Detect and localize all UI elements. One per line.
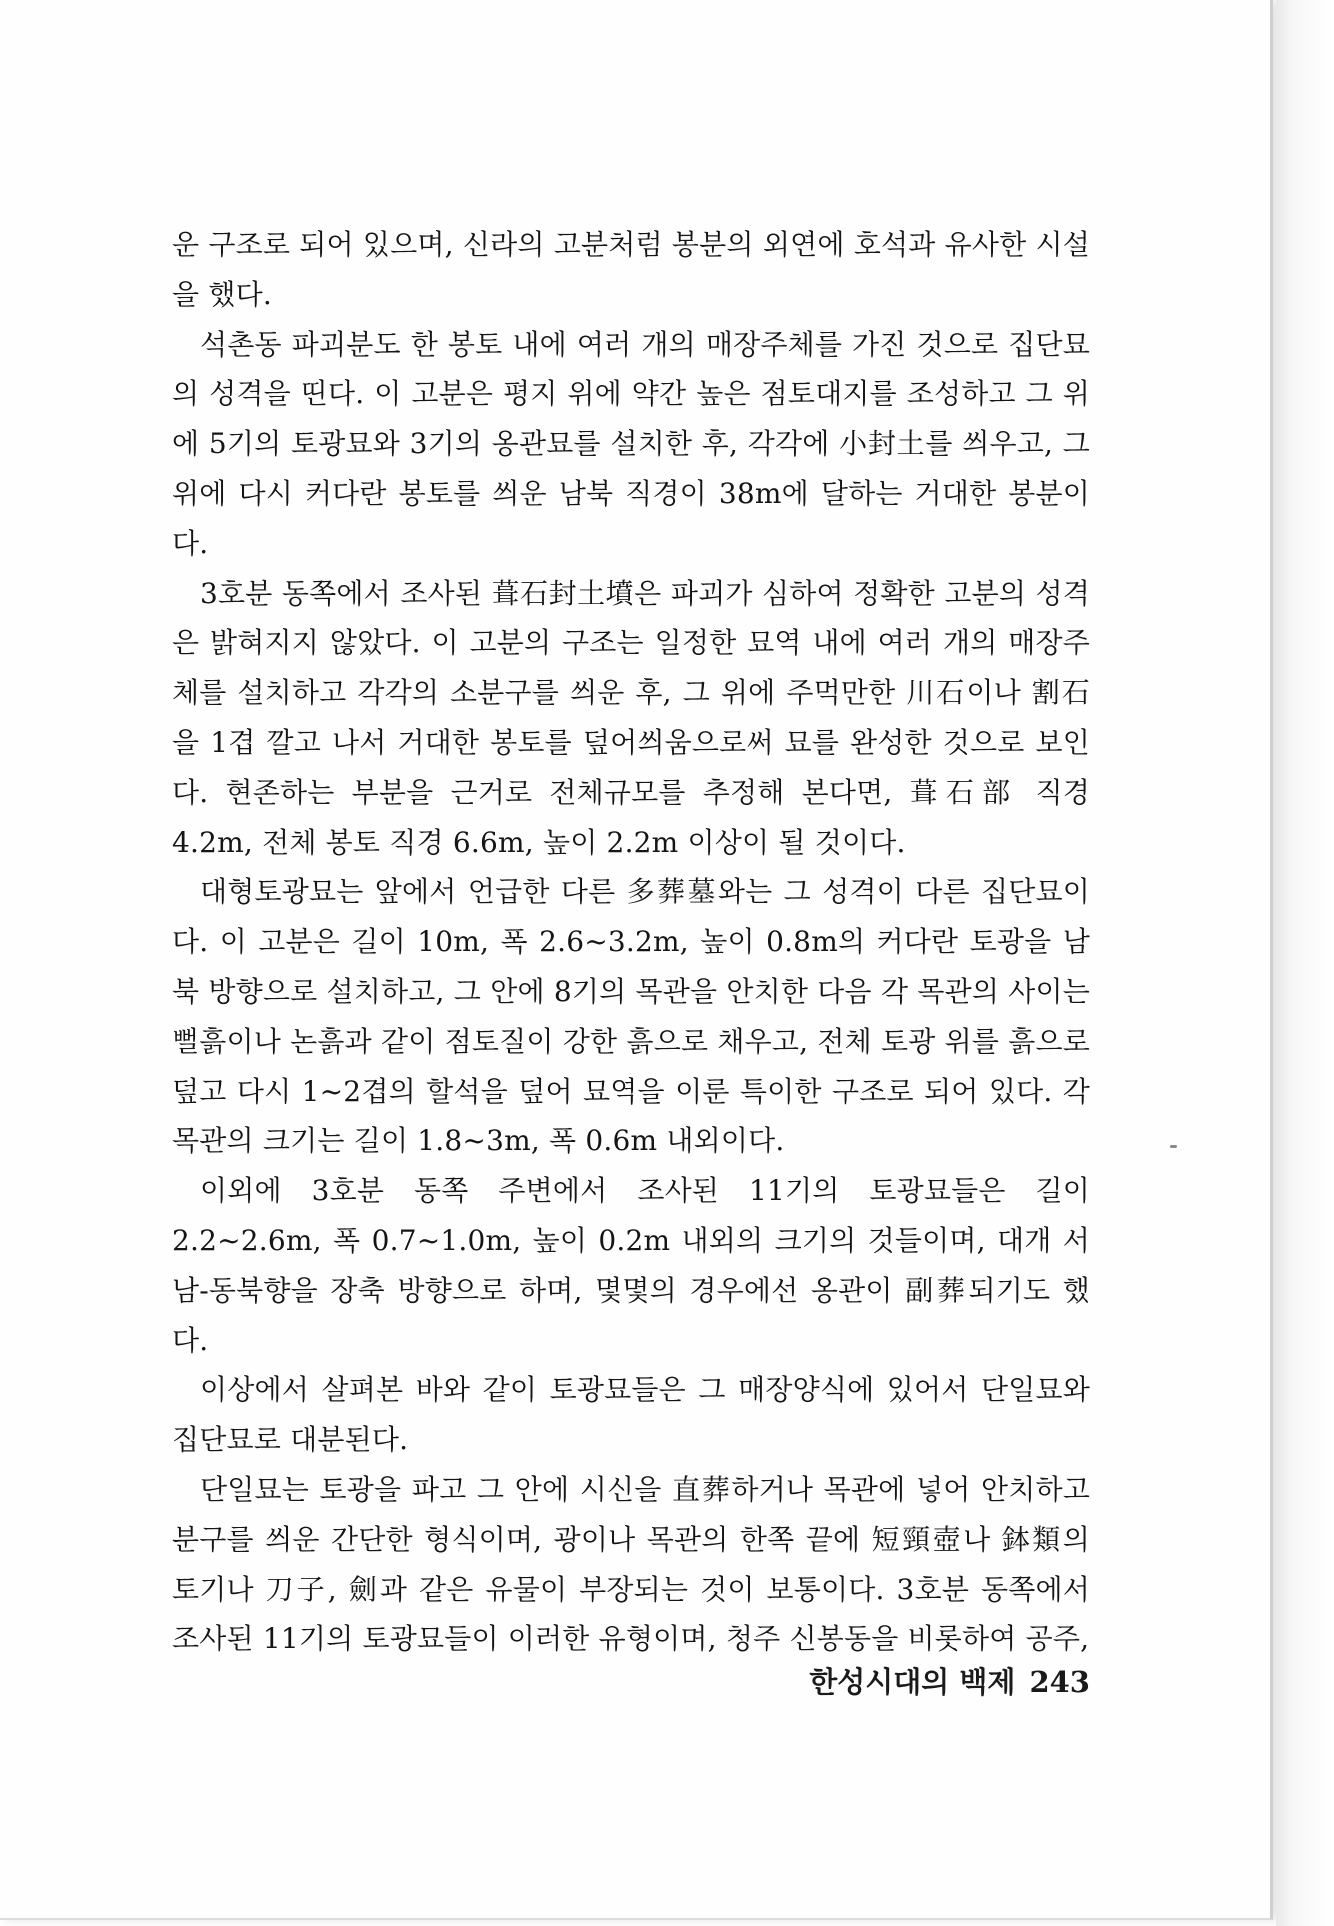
running-footer [760,1660,1090,1701]
running-title: 한성시대의 백제 [809,1665,1016,1699]
scan-speck [1170,1145,1177,1148]
paragraph-7: 단일묘는 토광을 파고 그 안에 시신을 直葬하거나 목관에 넣어 안치하고 분구를 씌운 간단한 형식이며, 광이나 목관의 한쪽 끝에 短頸壺나 鉢類의 토기나 刀子, 劍과 같은 유물이 부장되는 것이 보통이다. 3호분 동쪽에서 조사된 11기의 토광묘들이 이러한 유형이며, 청주 신봉동을 비롯하여 공주, [172,1472,1090,1656]
page-edge-gutter [1276,0,1334,1926]
paragraph-5: 이외에 3호분 동쪽 주변에서 조사된 11기의 토광묘들은 길이 2.2~2.6m, 폭 0.7~1.0m, 높이 0.2m 내외의 크기의 것들이며, 대개 서남-동북향을 장축 방향으로 하며, 몇몇의 경우에선 옹관이 副葬되기도 했다. [172,1174,1090,1357]
paragraph-4: 대형토광묘는 앞에서 언급한 다른 多葬墓와는 그 성격이 다른 집단묘이다. 이 고분은 길이 10m, 폭 2.6~3.2m, 높이 0.8m의 커다란 토광을 남북 방향으로 설치하고, 그 안에 8기의 목관을 안치한 다음 각 목관의 사이는 뻘흙이나 논흙과 같이 점토질이 강한 흙으로 채우고, 전체 토광 위를 흙으로 덮고 다시 1~2겹의 할석을 덮어 묘역을 이룬 특이한 구조로 되어 있다. 각 목관의 크기는 길이 1.8~3m, 폭 0.6m 내외이다. [172,875,1090,1158]
paragraph-6: 이상에서 살펴본 바와 같이 토광묘들은 그 매장양식에 있어서 단일묘와 집단묘로 대분된다. [172,1373,1090,1457]
body-text [172,220,1090,1664]
page-number: 243 [1029,1665,1090,1699]
paragraph-1: 운 구조로 되어 있으며, 신라의 고분처럼 봉분의 외연에 호석과 유사한 시설을 했다. [172,228,1090,311]
paragraph-3: 3호분 동쪽에서 조사된 葺石封土墳은 파괴가 심하여 정확한 고분의 성격은 밝혀지지 않았다. 이 고분의 구조는 일정한 묘역 내에 여러 개의 매장주체를 설치하고 각각의 소분구를 씌운 후, 그 위에 주먹만한 川石이나 割石을 1겹 깔고 나서 거대한 봉토를 덮어씌움으로써 묘를 완성한 것으로 보인다. 현존하는 부분을 근거로 전체규모를 추정해 본다면, 葺石部 직경 4.2m, 전체 봉토 직경 6.6m, 높이 2.2m 이상이 될 것이다. [172,576,1090,859]
paragraph-2: 석촌동 파괴분도 한 봉토 내에 여러 개의 매장주체를 가진 것으로 집단묘의 성격을 띤다. 이 고분은 평지 위에 약간 높은 점토대지를 조성하고 그 위에 5기의 토광묘와 3기의 옹관묘를 설치한 후, 각각에 小封土를 씌우고, 그 위에 다시 커다란 봉토를 씌운 남북 직경이 38m에 달하는 거대한 봉분이다. [172,327,1090,560]
